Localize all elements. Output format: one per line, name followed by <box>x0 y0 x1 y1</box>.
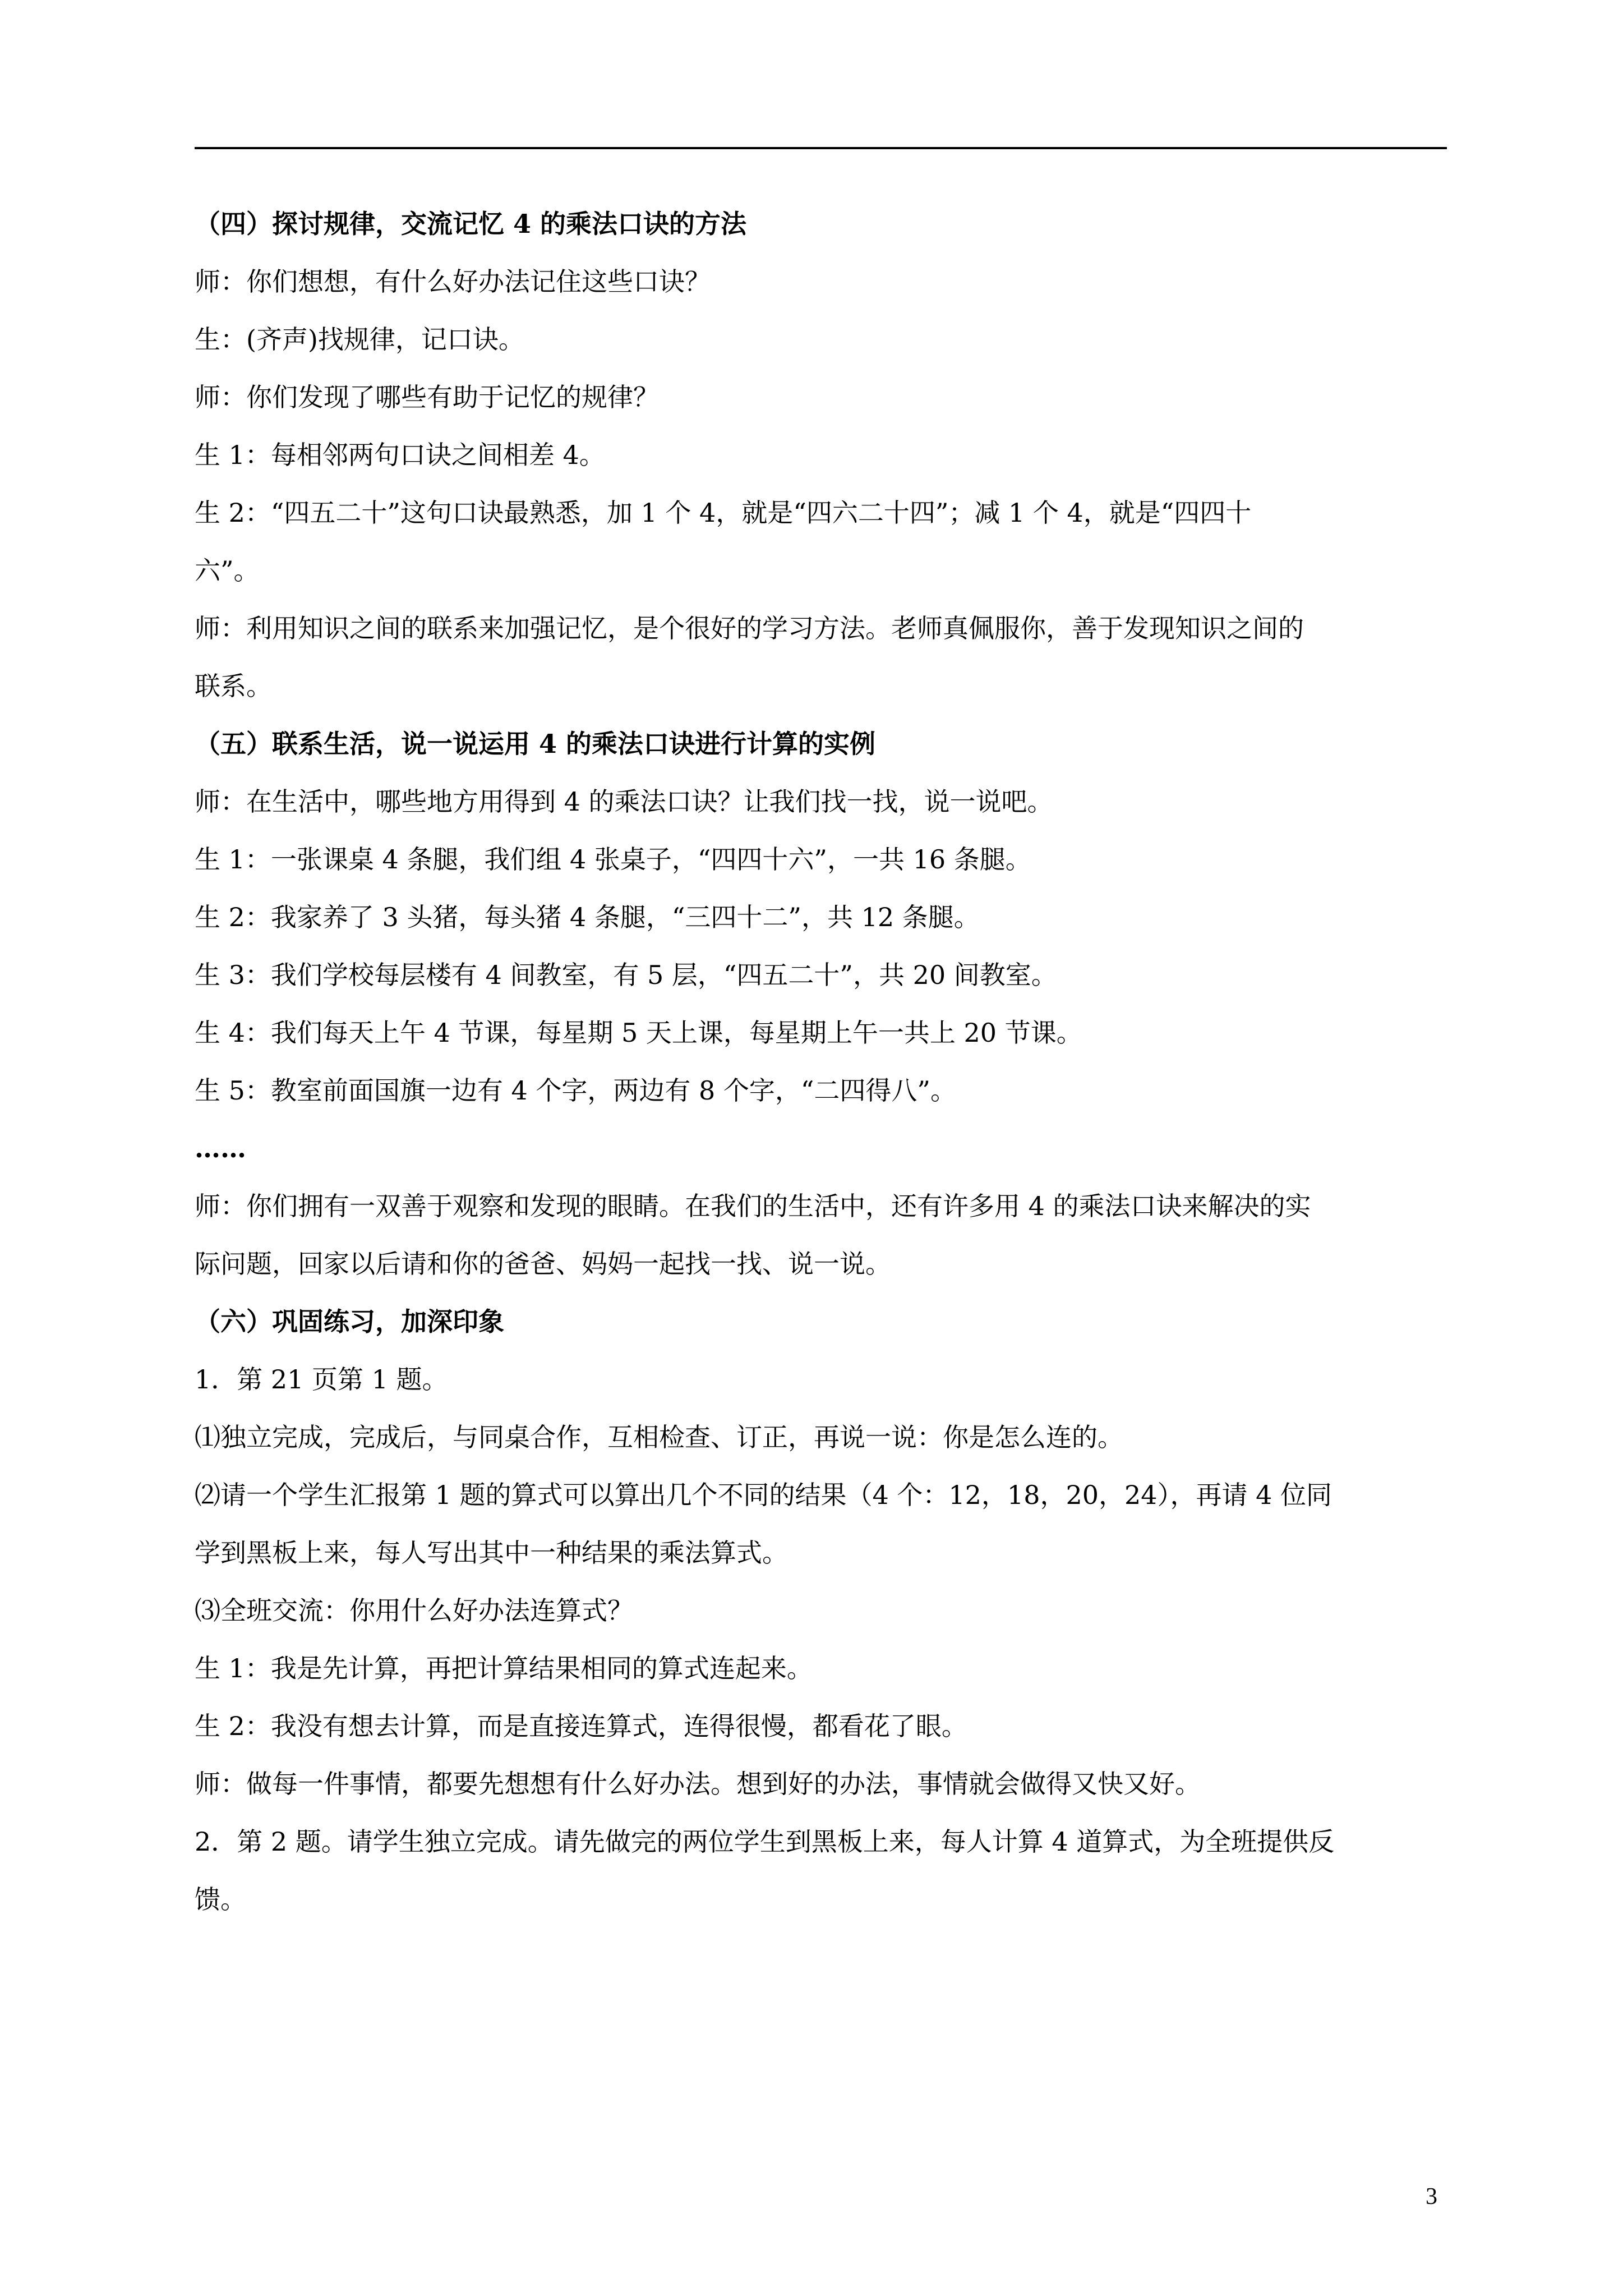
paragraph-line: 馈。 <box>195 1884 246 1915</box>
paragraph-line: 六”。 <box>195 555 260 586</box>
paragraph-line: 生 1：每相邻两句口诀之间相差 4。 <box>195 440 605 470</box>
paragraph-line: 师：利用知识之间的联系来加强记忆，是个很好的学习方法。老师真佩服你，善于发现知识之间的 <box>195 613 1304 643</box>
paragraph-line: 联系。 <box>195 671 272 701</box>
paragraph-line: 生 5：教室前面国旗一边有 4 个字，两边有 8 个字，“二四得八”。 <box>195 1075 956 1106</box>
paragraph-line: 师：做每一件事情，都要先想想有什么好办法。想到好的办法，事情就会做得又快又好。 <box>195 1769 1201 1799</box>
paragraph-line: ⑵请一个学生汇报第 1 题的算式可以算出几个不同的结果（4 个：12，18，20，24），再请 4 位同 <box>195 1480 1332 1510</box>
paragraph-line: 生 1：我是先计算，再把计算结果相同的算式连起来。 <box>195 1653 813 1683</box>
section-heading: （五）联系生活，说一说运用 4 的乘法口诀进行计算的实例 <box>195 729 876 759</box>
section-heading: …… <box>195 1133 246 1163</box>
paragraph-line: 生 3：我们学校每层楼有 4 间教室，有 5 层，“四五二十”，共 20 间教室。 <box>195 960 1057 990</box>
paragraph-line: 际问题，回家以后请和你的爸爸、妈妈一起找一找、说一说。 <box>195 1249 891 1279</box>
paragraph-line: 生 1：一张课桌 4 条腿，我们组 4 张桌子，“四四十六”，一共 16 条腿。 <box>195 844 1031 875</box>
document-body <box>195 209 1447 1942</box>
paragraph-line: 2．第 2 题。请学生独立完成。请先做完的两位学生到黑板上来，每人计算 4 道算式，为全班提供反 <box>195 1826 1335 1857</box>
header-rule <box>195 147 1447 149</box>
paragraph-line: 1．第 21 页第 1 题。 <box>195 1364 448 1395</box>
section-heading: （四）探讨规律，交流记忆 4 的乘法口诀的方法 <box>195 209 747 239</box>
paragraph-line: 师：你们想想，有什么好办法记住这些口诀？ <box>195 266 711 297</box>
paragraph-line: ⑶全班交流：你用什么好办法连算式？ <box>195 1595 633 1626</box>
paragraph-line: 生：(齐声)找规律，记口诀。 <box>195 324 524 355</box>
paragraph-line: 生 4：我们每天上午 4 节课，每星期 5 天上课，每星期上午一共上 20 节课。 <box>195 1018 1082 1048</box>
section-heading: （六）巩固练习，加深印象 <box>195 1306 504 1337</box>
paragraph-line: 学到黑板上来，每人写出其中一种结果的乘法算式。 <box>195 1538 788 1568</box>
paragraph-line: 生 2：我家养了 3 头猪，每头猪 4 条腿，“三四十二”，共 12 条腿。 <box>195 902 980 932</box>
paragraph-line: 生 2：“四五二十”这句口诀最熟悉，加 1 个 4，就是“四六二十四”；减 1 个 4，就是“四四十 <box>195 498 1252 528</box>
paragraph-line: 师：你们拥有一双善于观察和发现的眼睛。在我们的生活中，还有许多用 4 的乘法口诀来解决的实 <box>195 1191 1311 1221</box>
paragraph-line: 师：在生活中，哪些地方用得到 4 的乘法口诀？让我们找一找，说一说吧。 <box>195 786 1053 817</box>
paragraph-line: 生 2：我没有想去计算，而是直接连算式，连得很慢，都看花了眼。 <box>195 1711 967 1741</box>
page-number: 3 <box>1426 2184 1437 2210</box>
paragraph-line: 师：你们发现了哪些有助于记忆的规律？ <box>195 382 659 412</box>
paragraph-line: ⑴独立完成，完成后，与同桌合作，互相检查、订正，再说一说：你是怎么连的。 <box>195 1422 1123 1452</box>
